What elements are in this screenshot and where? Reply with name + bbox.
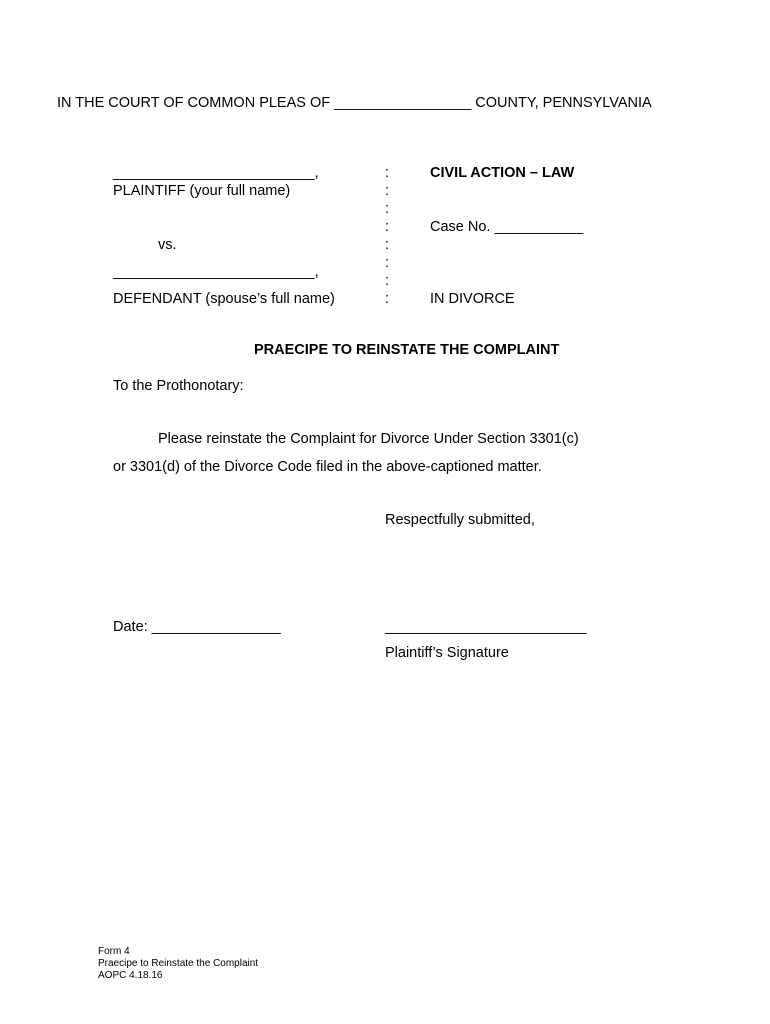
caption-colon: : — [385, 255, 390, 271]
document-title: PRAECIPE TO REINSTATE THE COMPLAINT — [254, 342, 560, 358]
signature-label: Plaintiff’s Signature — [385, 645, 509, 661]
plaintiff-name-blank: _________________________, — [113, 165, 319, 181]
form-number: Form 4 — [98, 946, 130, 957]
date-field: Date: ________________ — [113, 619, 281, 635]
caption-colon: : — [385, 165, 390, 181]
caption-colon: : — [385, 201, 390, 217]
body-paragraph-line-1: Please reinstate the Complaint for Divorce Under Section 3301(c) — [158, 431, 579, 447]
caption-colon: : — [385, 237, 390, 253]
defendant-label: DEFENDANT (spouse’s full name) — [113, 291, 335, 307]
caption-colon: : — [385, 291, 390, 307]
court-header: IN THE COURT OF COMMON PLEAS OF _________________ COUNTY, PENNSYLVANIA — [57, 95, 652, 111]
closing: Respectfully submitted, — [385, 512, 535, 528]
defendant-name-blank: _________________________, — [113, 264, 319, 280]
caption-colon: : — [385, 183, 390, 199]
case-number-field: Case No. ___________ — [430, 219, 584, 235]
signature-line: _________________________ — [385, 619, 587, 635]
salutation: To the Prothonotary: — [113, 378, 244, 394]
form-title: Praecipe to Reinstate the Complaint — [98, 958, 259, 969]
plaintiff-label: PLAINTIFF (your full name) — [113, 183, 291, 199]
caption-colon: : — [385, 273, 390, 289]
versus-label: vs. — [158, 237, 177, 253]
caption-colon: : — [385, 219, 390, 235]
form-code: AOPC 4.18.16 — [98, 970, 163, 981]
civil-action-label: CIVIL ACTION – LAW — [430, 165, 575, 181]
body-paragraph-line-2: or 3301(d) of the Divorce Code filed in the above-captioned matter. — [113, 459, 542, 475]
in-divorce-label: IN DIVORCE — [430, 291, 515, 307]
